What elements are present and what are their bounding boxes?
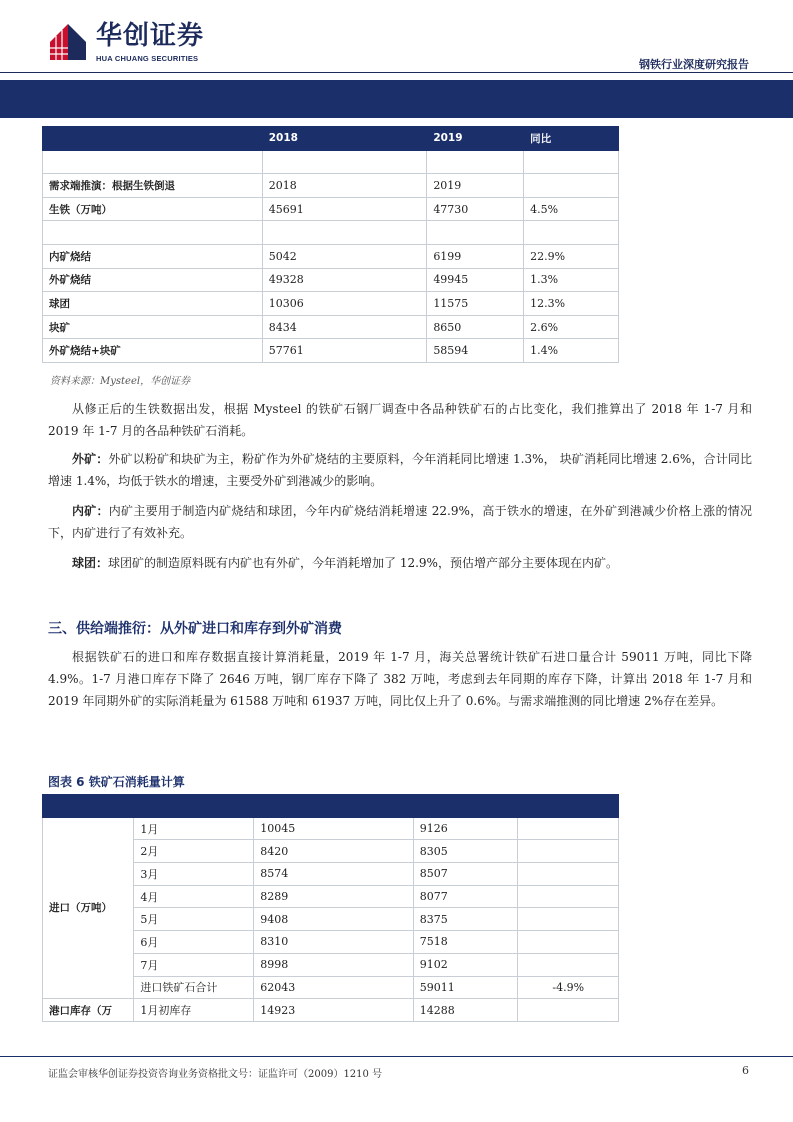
table-cell: 块矿 — [43, 315, 263, 339]
table-cell: 4月 — [134, 885, 254, 908]
company-name-en: HUA CHUANG SECURITIES — [96, 54, 199, 63]
table-row — [43, 244, 619, 268]
table-cell: 6199 — [427, 244, 524, 268]
table-cell: 2.6% — [524, 315, 619, 339]
table-cell: 7月 — [134, 953, 254, 976]
table-cell: 内矿烧结 — [43, 244, 263, 268]
table-cell — [518, 817, 619, 840]
table-row — [43, 292, 619, 316]
figure-title: 图表 6 铁矿石消耗量计算 — [48, 775, 185, 789]
table-cell — [524, 174, 619, 198]
table-cell: 14288 — [413, 999, 518, 1022]
table-cell: 8310 — [254, 931, 413, 954]
table-cell: 22.9% — [524, 244, 619, 268]
table-cell: 6月 — [134, 931, 254, 954]
table-cell: 8077 — [413, 885, 518, 908]
report-title: 钢铁行业深度研究报告 — [639, 58, 749, 71]
table-cell: 外矿烧结 — [43, 268, 263, 292]
table-cell: 2月 — [134, 840, 254, 863]
table-header-cell — [518, 795, 619, 818]
table-cell: 外矿烧结+块矿 — [43, 339, 263, 363]
paragraph-text: 内矿主要用于制造内矿烧结和球团，今年内矿烧结消耗增速 22.9%，高于铁水的增速，在外矿到港减少价格上涨的情况下，内矿进行了有效补充。 — [48, 504, 752, 540]
table-header-cell: 2018 — [262, 127, 427, 151]
paragraph-label: 外矿： — [72, 452, 109, 466]
import-group-label: 进口（万吨） — [43, 817, 134, 999]
table-header-row — [43, 795, 619, 818]
table-cell: 59011 — [413, 976, 518, 999]
table-cell: 9408 — [254, 908, 413, 931]
table-cell: 进口铁矿石合计 — [134, 976, 254, 999]
table-cell: 10045 — [254, 817, 413, 840]
table-row — [43, 221, 619, 245]
table-header-cell — [413, 795, 518, 818]
table-cell: 8305 — [413, 840, 518, 863]
table-row — [43, 150, 619, 174]
table-header-cell — [43, 795, 134, 818]
table-cell — [262, 150, 427, 174]
table-cell: 49945 — [427, 268, 524, 292]
table-row — [43, 817, 619, 840]
table-cell: 1月 — [134, 817, 254, 840]
table-cell: 45691 — [262, 197, 427, 221]
table-cell: 8289 — [254, 885, 413, 908]
table-cell: 1月初库存 — [134, 999, 254, 1022]
table-cell: 8434 — [262, 315, 427, 339]
table-cell: 需求端推演：根据生铁倒退 — [43, 174, 263, 198]
footer-divider — [0, 1056, 793, 1057]
table-cell: 11575 — [427, 292, 524, 316]
table-cell: 62043 — [254, 976, 413, 999]
table-cell: 49328 — [262, 268, 427, 292]
table-cell: 2019 — [427, 174, 524, 198]
table-cell: 8507 — [413, 863, 518, 886]
table-row — [43, 315, 619, 339]
table-cell — [427, 221, 524, 245]
iron-ore-consumption-calc-table — [42, 794, 619, 1022]
paragraph-pellets — [48, 552, 752, 574]
table-cell: 4.5% — [524, 197, 619, 221]
table-cell — [518, 953, 619, 976]
table-cell: 9126 — [413, 817, 518, 840]
table-cell — [427, 150, 524, 174]
table-row — [43, 197, 619, 221]
table-cell — [524, 221, 619, 245]
table-header-cell: 2019 — [427, 127, 524, 151]
table-row — [43, 999, 619, 1022]
table-cell: 8574 — [254, 863, 413, 886]
table-cell: 生铁（万吨） — [43, 197, 263, 221]
table-cell: 1.3% — [524, 268, 619, 292]
table-cell: 8375 — [413, 908, 518, 931]
paragraph-label: 内矿： — [72, 504, 109, 518]
header-band — [0, 80, 793, 118]
table-cell: -4.9% — [518, 976, 619, 999]
table-cell: 5月 — [134, 908, 254, 931]
page-number: 6 — [742, 1064, 749, 1077]
table-cell — [518, 885, 619, 908]
company-name-cn: 华创证券 — [96, 21, 205, 51]
table-cell — [518, 931, 619, 954]
table-cell: 47730 — [427, 197, 524, 221]
table-cell: 5042 — [262, 244, 427, 268]
table-cell: 14923 — [254, 999, 413, 1022]
paragraph-imported-ore — [48, 448, 752, 492]
paragraph-text: 根据铁矿石的进口和库存数据直接计算消耗量，2019 年 1-7 月，海关总署统计铁矿石进口量合计 59011 万吨，同比下降 4.9%。1-7 月港口库存下降了 2646 万吨，钢厂库存下降了 382 万吨，考虑到去年同期的库存下降，计算出 2018 年 1-7 月和 2019 年同期外矿的实际消耗量为 61588 万吨和 61937 万吨，同比仅上升了 0.6%。与需求端推测的同比增速 2%存在差异。 — [48, 650, 752, 708]
table-cell — [518, 908, 619, 931]
table-row — [43, 174, 619, 198]
table-cell: 8420 — [254, 840, 413, 863]
paragraph-text: 外矿以粉矿和块矿为主，粉矿作为外矿烧结的主要原料，今年消耗同比增速 1.3%， 块矿消耗同比增速 2.6%，合计同比增速 1.4%，均低于铁水的增速，主要受外矿到港减少的影响。 — [48, 452, 752, 488]
paragraph-text: 从修正后的生铁数据出发，根据 Mysteel 的铁矿石钢厂调查中各品种铁矿石的占比变化，我们推算出了 2018 年 1-7 月和 2019 年 1-7 月的各品种铁矿石消耗。 — [48, 402, 752, 438]
table-cell: 球团 — [43, 292, 263, 316]
header-divider — [0, 72, 793, 73]
table-cell — [518, 999, 619, 1022]
paragraph-domestic-ore — [48, 500, 752, 544]
footer-disclaimer: 证监会审核华创证券投资咨询业务资格批文号：证监许可（2009）1210 号 — [48, 1069, 383, 1080]
ore-consumption-table — [42, 126, 619, 363]
table-cell — [518, 863, 619, 886]
table-source-note: 资料来源：Mysteel，华创证券 — [50, 376, 191, 387]
table-cell: 10306 — [262, 292, 427, 316]
table-cell: 7518 — [413, 931, 518, 954]
table-row — [43, 268, 619, 292]
table-cell: 8650 — [427, 315, 524, 339]
table-cell: 58594 — [427, 339, 524, 363]
table-cell — [262, 221, 427, 245]
table-cell: 1.4% — [524, 339, 619, 363]
port-stock-label: 港口库存（万 — [43, 999, 134, 1022]
table-cell: 2018 — [262, 174, 427, 198]
table-header-cell — [254, 795, 413, 818]
paragraph-supply-side — [48, 646, 752, 712]
paragraph-text: 球团矿的制造原料既有内矿也有外矿，今年消耗增加了 12.9%，预估增产部分主要体现在内矿。 — [108, 556, 618, 570]
table-cell — [43, 221, 263, 245]
table-header-cell — [43, 127, 263, 151]
table-header-row — [43, 127, 619, 151]
table-cell: 9102 — [413, 953, 518, 976]
company-logo-mark — [48, 22, 88, 62]
section-heading: 三、供给端推衍：从外矿进口和库存到外矿消费 — [48, 621, 342, 637]
table-cell — [518, 840, 619, 863]
table-cell: 3月 — [134, 863, 254, 886]
table-cell: 8998 — [254, 953, 413, 976]
table-header-cell — [134, 795, 254, 818]
table-cell: 12.3% — [524, 292, 619, 316]
paragraph-label: 球团： — [72, 556, 109, 570]
table-row — [43, 339, 619, 363]
table-cell: 57761 — [262, 339, 427, 363]
table-cell — [524, 150, 619, 174]
paragraph-intro — [48, 398, 752, 442]
table-cell — [43, 150, 263, 174]
table-header-cell: 同比 — [524, 127, 619, 151]
